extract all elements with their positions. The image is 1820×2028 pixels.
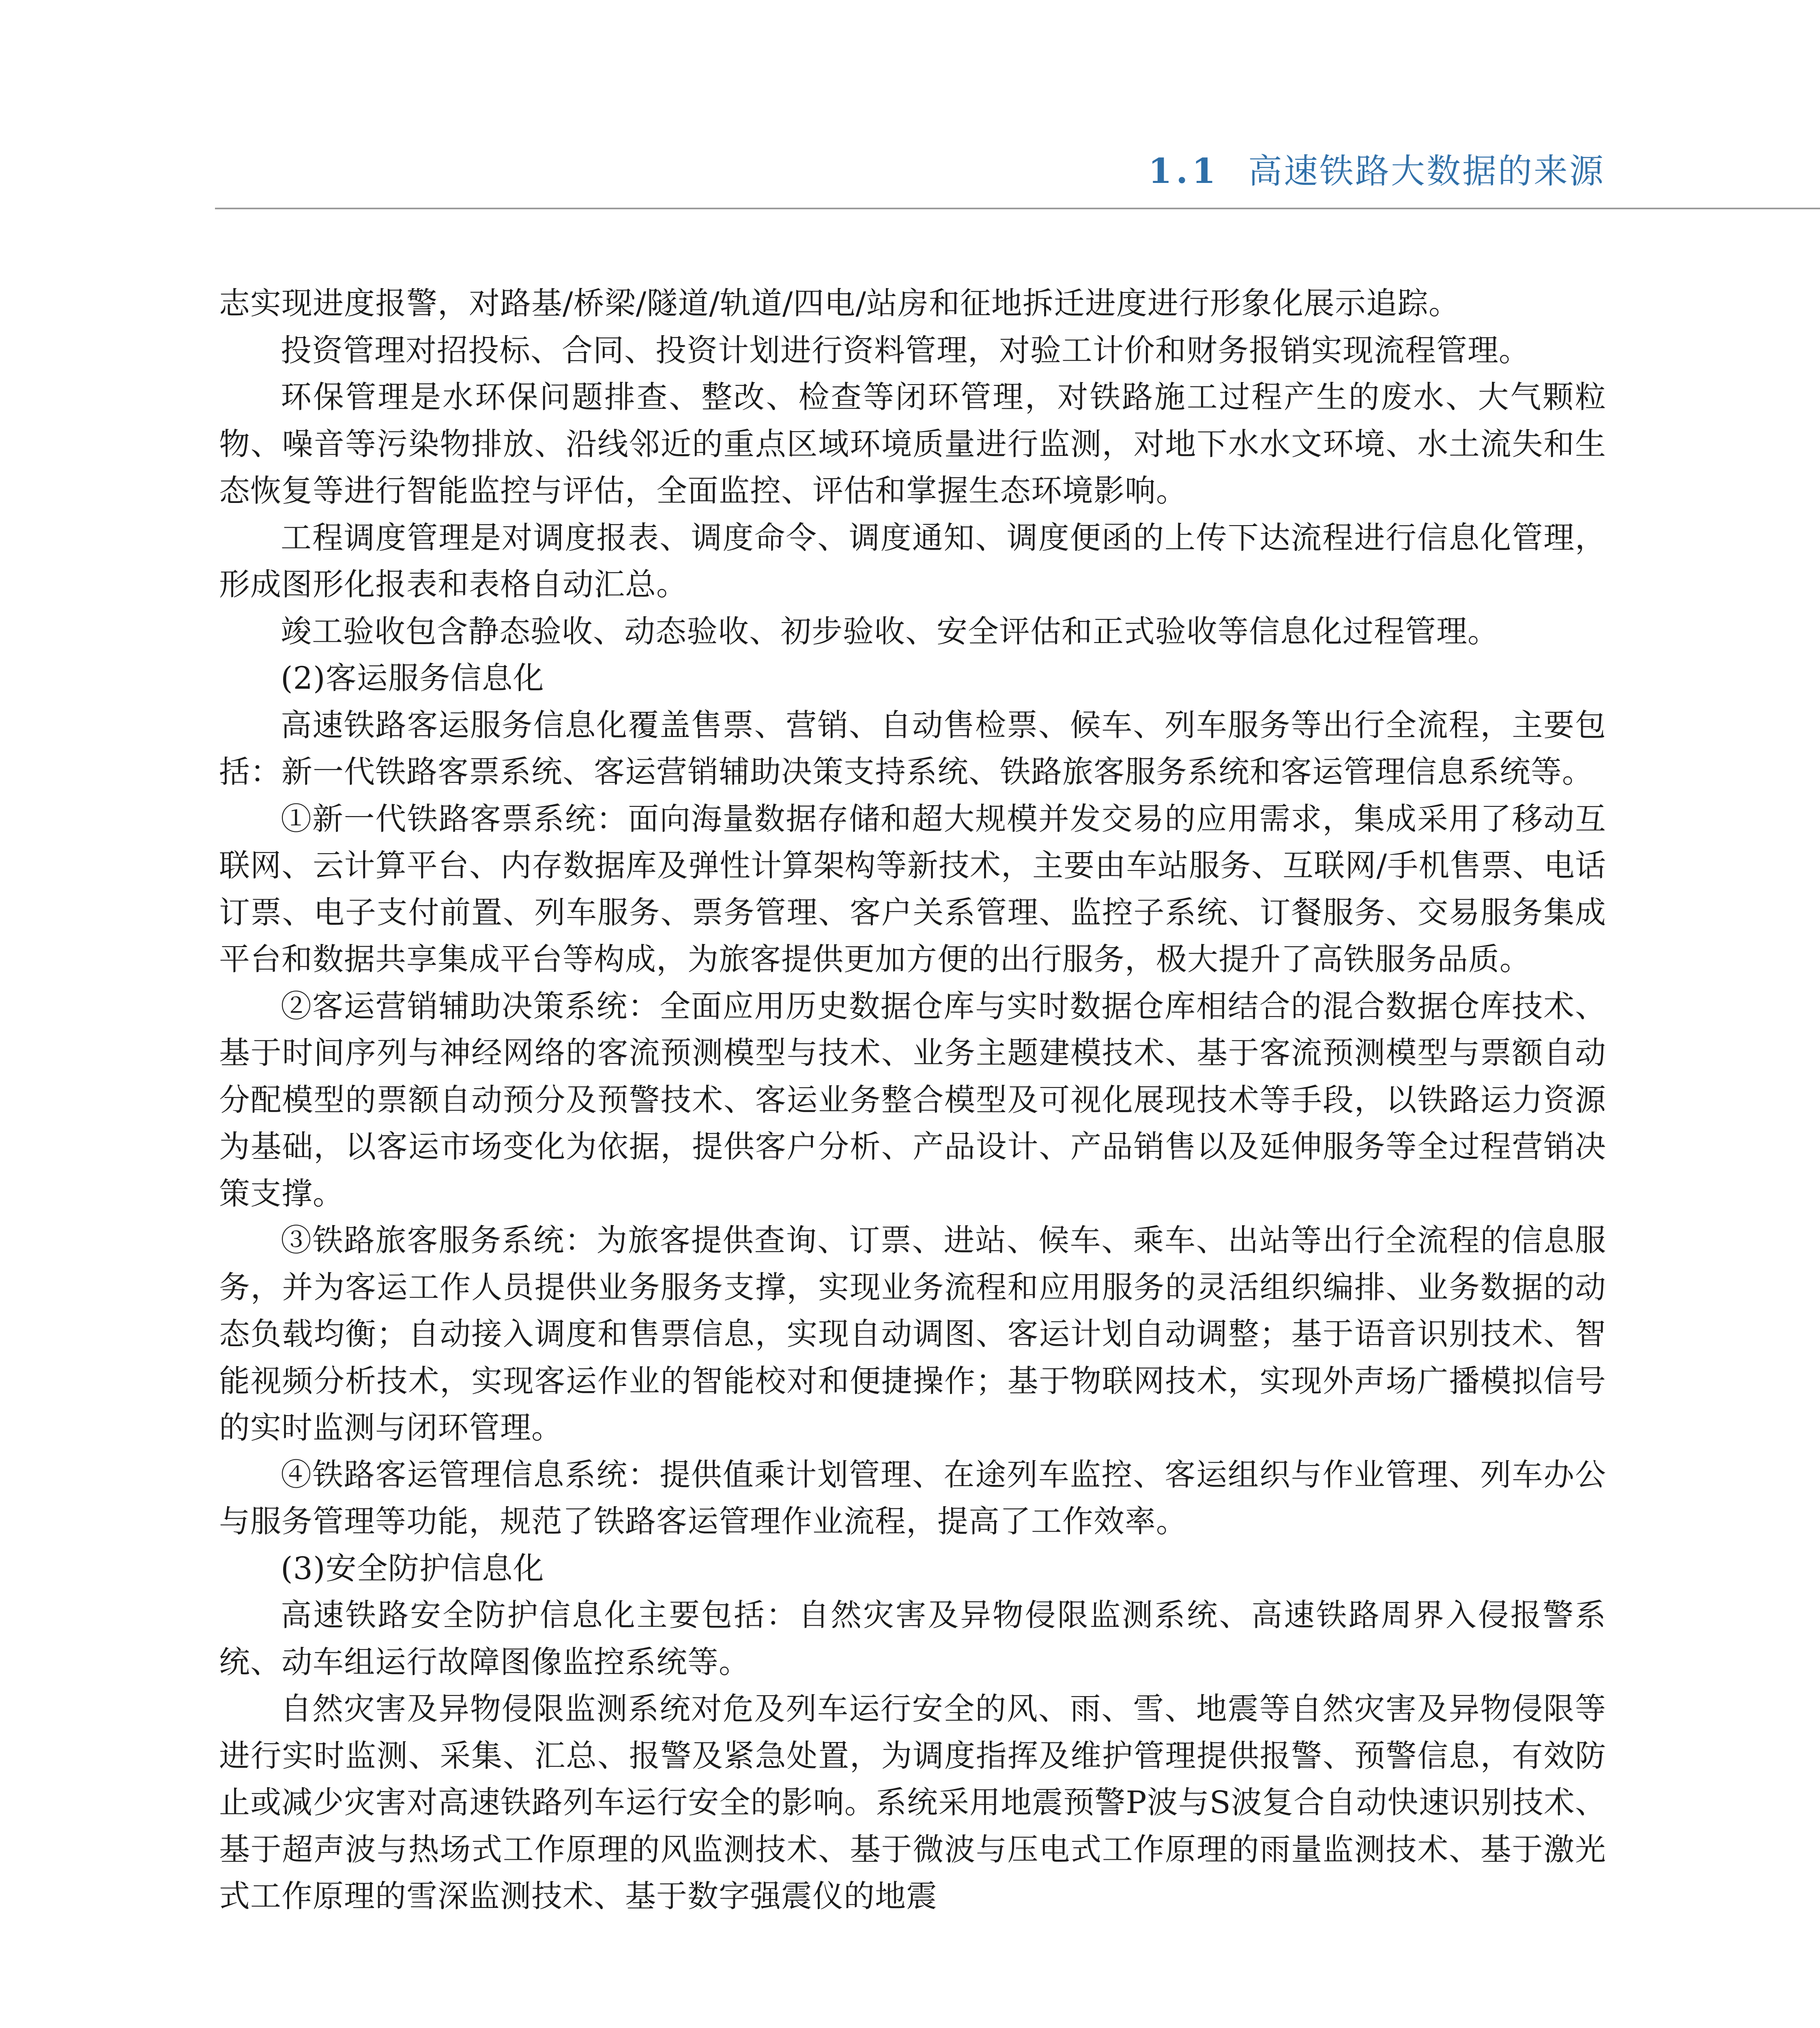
paragraph: ④铁路客运管理信息系统：提供值乘计划管理、在途列车监控、客运组织与作业管理、列车办公与服务管理等功能，规范了铁路客运管理作业流程，提高了工作效率。 bbox=[219, 1456, 1606, 1539]
section-number: 1.1 bbox=[1148, 151, 1220, 191]
paragraph: (2)客运服务信息化 bbox=[281, 660, 544, 696]
paragraph: 高速铁路安全防护信息化主要包括：自然灾害及异物侵限监测系统、高速铁路周界入侵报警系统、动车组运行故障图像监控系统等。 bbox=[219, 1597, 1606, 1680]
paragraph: ①新一代铁路客票系统：面向海量数据存储和超大规模并发交易的应用需求，集成采用了移动互联网、云计算平台、内存数据库及弹性计算架构等新技术，主要由车站服务、互联网/手机售票、电话订票、电子支付前置、列车服务、票务管理、客户关系管理、监控子系统、订餐服务、交易服务集成平台和数据共享集成平台等构成，为旅客提供更加方便的出行服务，极大提升了高铁服务品质。 bbox=[219, 800, 1606, 977]
paragraph: 自然灾害及异物侵限监测系统对危及列车运行安全的风、雨、雪、地震等自然灾害及异物侵限等进行实时监测、采集、汇总、报警及紧急处置，为调度指挥及维护管理提供报警、预警信息，有效防止或减少灾害对高速铁路列车运行安全的影响。系统采用地震预警P波与S波复合自动快速识别技术、基于超声波与热场式工作原理的风监测技术、基于微波与压电式工作原理的雨量监测技术、基于激光式工作原理的雪深监测技术、基于数字强震仪的地震 bbox=[219, 1691, 1606, 1914]
paragraph: 工程调度管理是对调度报表、调度命令、调度通知、调度便函的上传下达流程进行信息化管理，形成图形化报表和表格自动汇总。 bbox=[219, 519, 1606, 602]
paragraph: ②客运营销辅助决策系统：全面应用历史数据仓库与实时数据仓库相结合的混合数据仓库技术、基于时间序列与神经网络的客流预测模型与技术、业务主题建模技术、基于客流预测模型与票额自动分配模型的票额自动预分及预警技术、客运业务整合模型及可视化展现技术等手段，以铁路运力资源为基础，以客运市场变化为依据，提供客户分析、产品设计、产品销售以及延伸服务等全过程营销决策支撑。 bbox=[219, 988, 1606, 1212]
paragraph: 投资管理对招投标、合同、投资计划进行资料管理，对验工计价和财务报销实现流程管理。 bbox=[281, 332, 1530, 368]
running-head bbox=[1148, 151, 1605, 191]
paragraph: 高速铁路客运服务信息化覆盖售票、营销、自动售检票、候车、列车服务等出行全流程，主要包括：新一代铁路客票系统、客运营销辅助决策支持系统、铁路旅客服务系统和客运管理信息系统等。 bbox=[219, 707, 1606, 790]
section-title: 高速铁路大数据的来源 bbox=[1248, 151, 1605, 191]
paragraph: 竣工验收包含静态验收、动态验收、初步验收、安全评估和正式验收等信息化过程管理。 bbox=[281, 613, 1499, 649]
body-text bbox=[219, 280, 1606, 1920]
paragraph: (3)安全防护信息化 bbox=[281, 1550, 544, 1586]
header-divider bbox=[215, 208, 1820, 209]
paragraph: 环保管理是水环保问题排查、整改、检查等闭环管理，对铁路施工过程产生的废水、大气颗粒物、噪音等污染物排放、沿线邻近的重点区域环境质量进行监测，对地下水水文环境、水土流失和生态恢复等进行智能监控与评估，全面监控、评估和掌握生态环境影响。 bbox=[219, 379, 1606, 509]
page-header bbox=[0, 0, 1820, 219]
paragraph: ③铁路旅客服务系统：为旅客提供查询、订票、进站、候车、乘车、出站等出行全流程的信息服务，并为客运工作人员提供业务服务支撑，实现业务流程和应用服务的灵活组织编排、业务数据的动态负载均衡；自动接入调度和售票信息，实现自动调图、客运计划自动调整；基于语音识别技术、智能视频分析技术，实现客运作业的智能校对和便捷操作；基于物联网技术，实现外声场广播模拟信号的实时监测与闭环管理。 bbox=[219, 1222, 1606, 1446]
paragraph: 志实现进度报警，对路基/桥梁/隧道/轨道/四电/站房和征地拆迁进度进行形象化展示追踪。 bbox=[219, 285, 1460, 321]
